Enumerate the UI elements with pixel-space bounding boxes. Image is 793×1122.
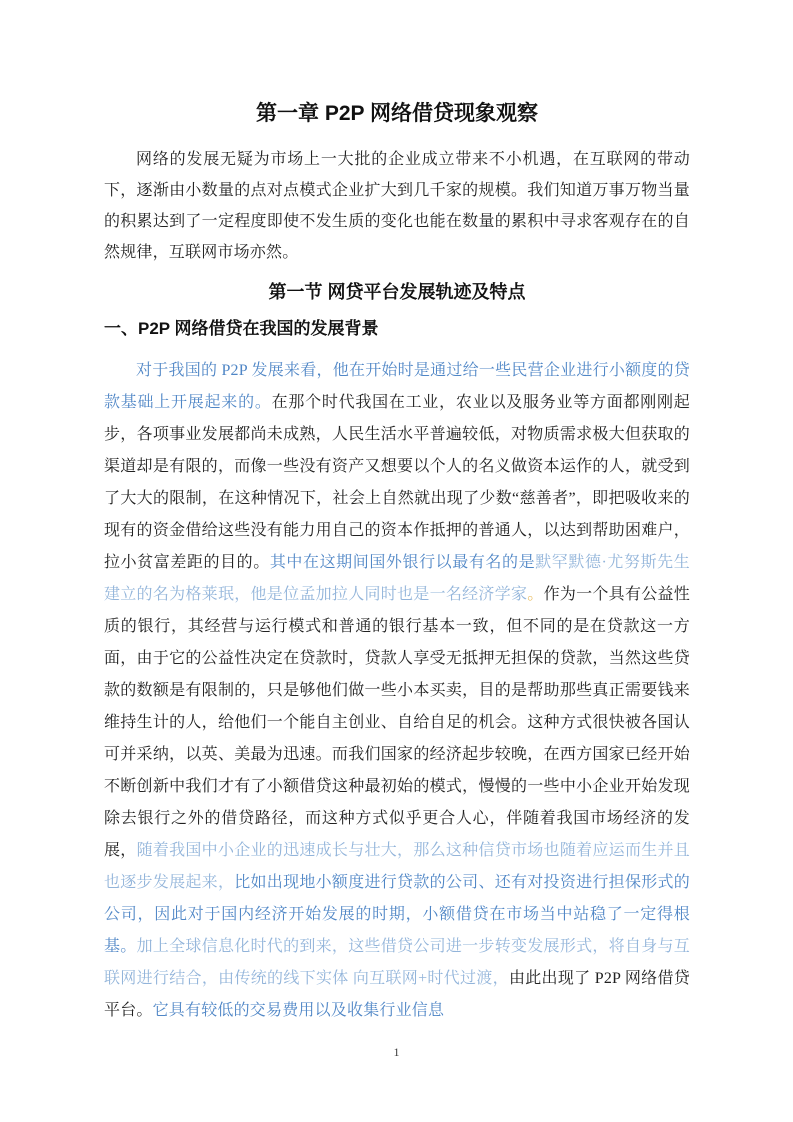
body-paragraph bbox=[104, 355, 690, 1027]
section-title: 第一节 网贷平台发展轨迹及特点 bbox=[268, 282, 526, 302]
text-run-black: 由此出现了 P2P 网络借贷平台。 bbox=[104, 970, 690, 1019]
page-number: 1 bbox=[393, 1045, 400, 1059]
text-run-black: 作为一个具有公益性质的银行，其经营与运行模式和普通的银行基本一致，但不同的是在贷款这一方面，由于它的公益性决定在贷款时，贷款人享受无抵押无担保的贷款，当然这些贷款的数额是有限制的，只是够他们做一些小本买卖，目的是帮助那些真正需要钱来维持生计的人，给他们一个能自主创业、自给自足的机会。这种方式很快被各国认可并采纳，以英、美最为迅速。而我们国家的经济起步较晚，在西方国家已经开始不断创新中我们才有了小额借贷这种最初始的模式，慢慢的一些中小企业开始发现除去银行之外的借贷路径，而这种方式似乎更合人心，伴随着我国市场经济的发展， bbox=[104, 586, 690, 859]
text-run-blue: 对于我国的 P2P 发展来看，他在开始时是通过给一些民营企业进行小额度的贷款基础上开展起来的。 bbox=[104, 362, 690, 411]
text-run-blue: 比如出现地小额度进行贷款的公司、还有对投资进行担保形式的公司，因此对于国内经济开始发展的时期，小额借贷在市场当中站稳了一定得根基。 bbox=[104, 874, 690, 955]
text-run-black: 在那个时代我国在工业，农业以及服务业等方面都刚刚起步，各项事业发展都尚未成熟，人民生活水平普遍较低，对物质需求极大但获取的渠道却是有限的，而像一些没有资产又想要以个人的名义做资本运作的人，就受到了大大的限制，在这种情况下，社会上自然就出现了少数“慈善者”，即把吸收来的现有的资金借给这些没有能力用自己的资本作抵押的普通人，以达到帮助困难户，拉小贫富差距的目的。 bbox=[104, 394, 690, 571]
text-run-blue: 它具有较低的交易费用以及收集行业信息 bbox=[152, 1002, 445, 1019]
text-run-blue: 其中在这期间国外银行以最有名的是 bbox=[269, 554, 536, 571]
text-run-lightblue: 默罕默德·尤努斯先生建立的名为格莱珉，他是位孟加拉人同时也是一名经济学家 bbox=[104, 554, 690, 603]
intro-paragraph: 网络的发展无疑为市场上一大批的企业成立带来不小机遇，在互联网的带动下，逐渐由小数量的点对点模式企业扩大到几千家的规模。我们知道万事万物当量的积累达到了一定程度即使不发生质的变化也能在数量的累积中寻求客观存在的自然规律，互联网市场亦然。 bbox=[104, 151, 690, 261]
page-content bbox=[104, 100, 690, 1027]
text-run-lightblue: 加上全球信息化时代的到来，这些借贷公司进一步转变发展形式，将自身与互联网进行结合，由传统的线下实体 向互联网+时代过渡， bbox=[104, 938, 690, 987]
text-run-lightblue: 随着我国中小企业的迅速成长与壮大，那么这种信贷市场也随着应运而生并且也逐步发展起来， bbox=[104, 842, 690, 891]
subsection-title: 一、P2P 网络借贷在我国的发展背景 bbox=[104, 319, 379, 338]
chapter-title: 第一章 P2P 网络借贷现象观察 bbox=[256, 102, 538, 125]
text-run-yellow: 。 bbox=[527, 586, 544, 603]
